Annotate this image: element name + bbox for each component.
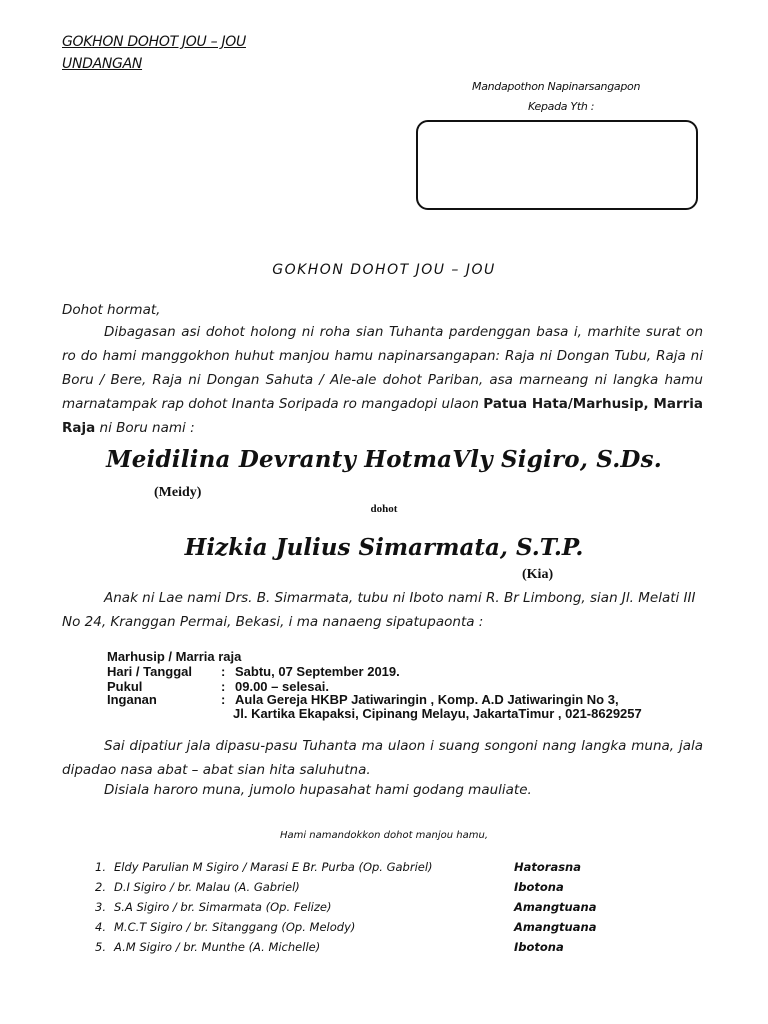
- header-title: GOKHON DOHOT JOU – JOU: [62, 34, 246, 50]
- parents-paragraph: Anak ni Lae nami Drs. B. Simarmata, tubu ni Iboto nami R. Br Limbong, sian Jl. Melati III No 24, Kranggan Permai, Bekasi, i ma nanaeng sipatupaonta :: [62, 590, 696, 630]
- intro-tail: ni Boru nami :: [95, 420, 195, 436]
- host-row: 5. A.M Sigiro / br. Munthe (A. Michelle) Ibotona: [95, 940, 564, 954]
- bride-name: Meidilina Devranty HotmaVly Sigiro, S.Ds.: [106, 446, 662, 473]
- event-label: Pukul: [107, 679, 143, 694]
- conjunction: dohot: [370, 503, 398, 515]
- address-box: [416, 120, 698, 210]
- event-row-time: Pukul : 09.00 – selesai.: [107, 679, 329, 694]
- intro-bold: Patua Hata/Marhusip, Marria Raja: [62, 396, 704, 436]
- hosts-heading: Hami namandokkon dohot manjou hamu,: [279, 830, 489, 841]
- header-subtitle: UNDANGAN: [62, 56, 143, 72]
- groom-nickname: (Kia): [522, 567, 554, 582]
- host-row: 1. Eldy Parulian M Sigiro / Marasi E Br. Purba (Op. Gabriel) Hatorasna: [95, 860, 582, 874]
- event-row-date: Hari / Tanggal : Sabtu, 07 September 2019.: [107, 664, 400, 679]
- host-row: 3. S.A Sigiro / br. Simarmata (Op. Felize) Amangtuana: [95, 900, 597, 914]
- intro-paragraph: [62, 320, 703, 440]
- host-relation: Amangtuana: [514, 900, 597, 914]
- host-name: D.I Sigiro / br. Malau (A. Gabriel): [114, 880, 300, 894]
- closing-paragraph: Sai dipatiur jala dipasu-pasu Tuhanta ma ulaon i suang songoni nang langka muna, jala dipadao nasa abat – abat sian hita saluhutna.: [62, 738, 703, 778]
- event-value: 09.00 – selesai.: [235, 679, 329, 694]
- host-row: 2. D.I Sigiro / br. Malau (A. Gabriel) Ibotona: [95, 880, 564, 894]
- host-relation: Amangtuana: [514, 920, 597, 934]
- greeting: Dohot hormat,: [62, 302, 161, 318]
- thanks-paragraph: Disiala haroro muna, jumolo hupasahat hami godang mauliate.: [104, 782, 532, 798]
- host-relation: Ibotona: [514, 880, 564, 894]
- host-name: Eldy Parulian M Sigiro / Marasi E Br. Purba (Op. Gabriel): [114, 860, 433, 874]
- recipient-kepada: Kepada Yth :: [528, 100, 595, 113]
- event-value: Aula Gereja HKBP Jatiwaringin , Komp. A.D Jatiwaringin No 3,: [235, 692, 619, 707]
- event-label: Hari / Tanggal: [107, 664, 192, 679]
- host-name: M.C.T Sigiro / br. Sitanggang (Op. Melody): [114, 920, 356, 934]
- groom-name: Hizkia Julius Simarmata, S.T.P.: [184, 534, 584, 561]
- event-title: Marhusip / Marria raja: [107, 649, 242, 664]
- host-name: S.A Sigiro / br. Simarmata (Op. Felize): [114, 900, 332, 914]
- host-row: 4. M.C.T Sigiro / br. Sitanggang (Op. Melody) Amangtuana: [95, 920, 597, 934]
- event-label: Inganan: [107, 692, 157, 707]
- bride-nickname: (Meidy): [154, 485, 202, 500]
- intro-text: Dibagasan asi dohot holong ni roha sian Tuhanta pardenggan basa i, marhite surat on ro do hami manggokhon huhut manjou hamu napinarsangapan: Raja ni Dongan Tubu, Raja ni Boru / Bere, Raja ni Dongan Sahuta / Ale-ale dohot Pariban, asa marneang ni langka hamu marnatampak rap dohot Inanta Soripada ro mangadopi ulaon: [62, 324, 703, 412]
- letter-title: GOKHON DOHOT JOU – JOU: [272, 262, 496, 278]
- host-relation: Ibotona: [514, 940, 564, 954]
- event-row-place: Inganan : Aula Gereja HKBP Jatiwaringin , Komp. A.D Jatiwaringin No 3,: [107, 692, 619, 707]
- event-address-line2: Jl. Kartika Ekapaksi, Cipinang Melayu, JakartaTimur , 021-8629257: [233, 706, 642, 721]
- recipient-label: Mandapothon Napinarsangapon: [472, 80, 641, 93]
- host-relation: Hatorasna: [514, 860, 582, 874]
- host-name: A.M Sigiro / br. Munthe (A. Michelle): [114, 940, 321, 954]
- event-value: Sabtu, 07 September 2019.: [235, 664, 400, 679]
